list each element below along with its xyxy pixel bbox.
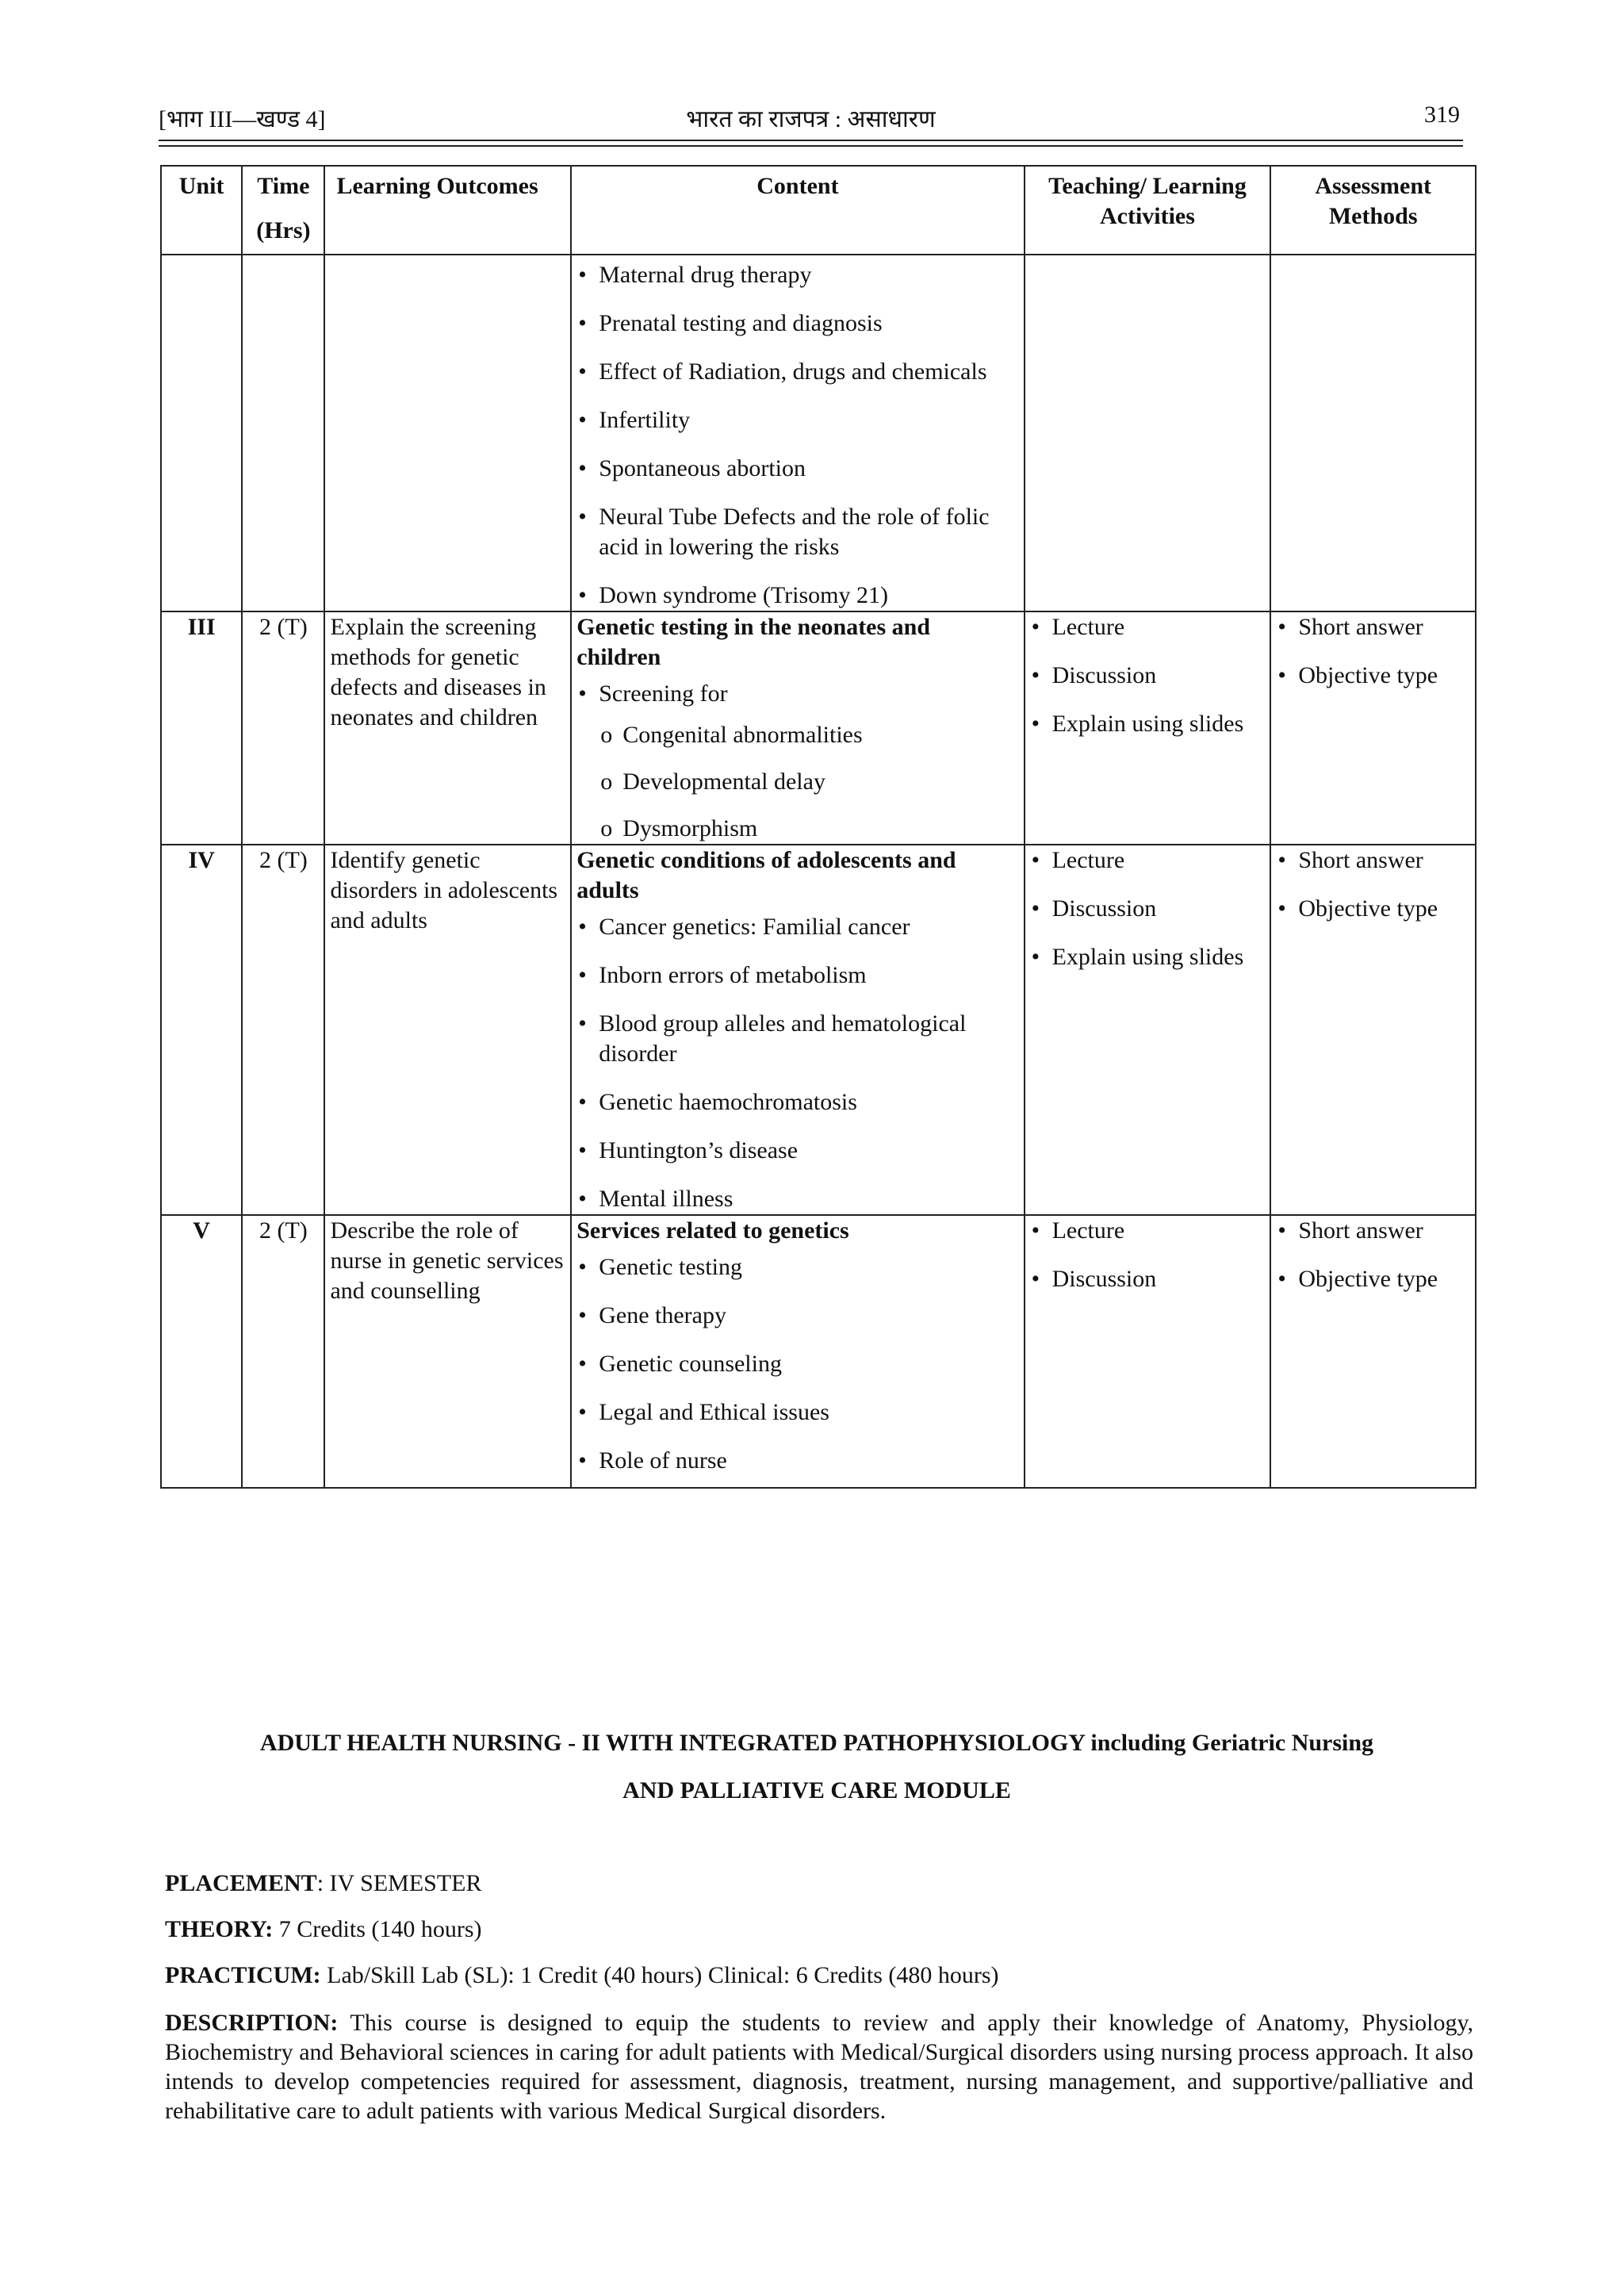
table-header-row xyxy=(161,166,1476,255)
time-cell: 2 (T) xyxy=(242,1215,324,1488)
column-header-unit: Unit xyxy=(161,166,242,255)
column-header-time xyxy=(242,166,324,255)
list-item: • Discussion xyxy=(1030,1264,1266,1294)
column-header-teaching: Teaching/ Learning Activities xyxy=(1025,166,1271,255)
time-cell: 2 (T) xyxy=(242,845,324,1215)
practicum-label: PRACTICUM: xyxy=(165,1962,321,1988)
unit-cell: V xyxy=(161,1215,242,1488)
theory-label: THEORY: xyxy=(165,1916,274,1942)
activities-cell xyxy=(1025,845,1271,1215)
time-cell: 2 (T) xyxy=(242,611,324,845)
table-row-unit-iv xyxy=(161,845,1476,1215)
table-row-continued xyxy=(161,255,1476,611)
practicum-line xyxy=(165,1961,1473,1991)
list-item-label: Screening for xyxy=(599,680,728,707)
gazette-title: भारत का राजपत्र : असाधारण xyxy=(686,106,936,132)
assessment-cell xyxy=(1270,255,1476,611)
list-item: • Prenatal testing and diagnosis xyxy=(576,309,1018,339)
unit-cell: III xyxy=(161,611,242,845)
content-topic: Genetic testing in the neonates and children xyxy=(576,614,931,670)
content-cell xyxy=(571,255,1024,611)
sub-list xyxy=(599,720,1018,844)
practicum-value: Lab/Skill Lab (SL): 1 Credit (40 hours) Clinical: 6 Credits (480 hours) xyxy=(320,1962,999,1988)
activities-list xyxy=(1030,612,1266,739)
course-title-line2: AND PALLIATIVE CARE MODULE xyxy=(622,1777,1011,1803)
description-paragraph xyxy=(165,2008,1473,2125)
list-item: • Genetic testing xyxy=(576,1252,1018,1282)
list-item: • Gene therapy xyxy=(576,1301,1018,1331)
list-item: • Genetic counseling xyxy=(576,1349,1018,1379)
page-number: 319 xyxy=(1424,102,1460,128)
assessment-cell xyxy=(1270,611,1476,845)
outcome-cell: Describe the role of nurse in genetic services and counselling xyxy=(324,1215,571,1488)
placement-value: : IV SEMESTER xyxy=(316,1870,482,1896)
list-item: • Neural Tube Defects and the role of folic acid in lowering the risks xyxy=(576,502,1018,562)
list-item: • Mental illness xyxy=(576,1184,1018,1214)
list-item: • Objective type xyxy=(1276,661,1470,691)
list-item: • Genetic haemochromatosis xyxy=(576,1087,1018,1117)
list-item: • Inborn errors of metabolism xyxy=(576,960,1018,991)
activities-cell xyxy=(1025,1215,1271,1488)
table-row-unit-iii xyxy=(161,611,1476,845)
description-label: DESCRIPTION: xyxy=(165,2010,339,2036)
placement-label: PLACEMENT xyxy=(165,1870,317,1896)
theory-line xyxy=(165,1915,1473,1945)
content-list xyxy=(576,1252,1018,1476)
list-item: • Role of nurse xyxy=(576,1446,1018,1476)
content-list xyxy=(576,912,1018,1214)
list-item xyxy=(576,679,1018,844)
activities-cell xyxy=(1025,255,1271,611)
sub-list-item: o Dysmorphism xyxy=(599,814,1018,844)
sub-list-item: o Congenital abnormalities xyxy=(599,720,1018,750)
outcome-cell xyxy=(324,255,571,611)
list-item: • Short answer xyxy=(1276,845,1470,876)
column-header-time-line1: Time xyxy=(257,173,310,199)
content-topic: Genetic conditions of adolescents and adults xyxy=(576,847,956,903)
assessment-list xyxy=(1276,612,1470,691)
header-rule-bottom xyxy=(159,145,1463,147)
list-item: • Objective type xyxy=(1276,894,1470,924)
column-header-time-line2: (Hrs) xyxy=(256,217,311,243)
list-item: • Short answer xyxy=(1276,612,1470,642)
course-title-line1: ADULT HEALTH NURSING - II WITH INTEGRATED PATHOPHYSIOLOGY including Geriatric Nursing xyxy=(259,1730,1374,1756)
column-header-assessment: Assessment Methods xyxy=(1270,166,1476,255)
content-list xyxy=(576,679,1018,844)
list-item: • Down syndrome (Trisomy 21) xyxy=(576,581,1018,611)
content-cell xyxy=(571,611,1024,845)
page-header xyxy=(159,102,1463,138)
list-item: • Blood group alleles and hematological disorder xyxy=(576,1009,1018,1069)
description-value: This course is designed to equip the students to review and apply their knowledge of Anatomy, Physiology, Biochemistry and Behavioral sciences in caring for adult patients with Medical/Surgical disorders using nursing process approach. It also intends to develop competencies required for assessment, diagnosis, treatment, nursing management, and supportive/palliative and rehabilitative care to adult patients with various Medical Surgical disorders. xyxy=(165,2010,1473,2124)
unit-cell xyxy=(161,255,242,611)
gazette-section-label: [भाग III—खण्ड 4] xyxy=(159,106,326,132)
list-item: • Spontaneous abortion xyxy=(576,454,1018,484)
list-item: • Explain using slides xyxy=(1030,942,1266,972)
assessment-cell xyxy=(1270,845,1476,1215)
curriculum-table xyxy=(160,165,1477,1489)
list-item: • Lecture xyxy=(1030,612,1266,642)
table-row-unit-v xyxy=(161,1215,1476,1488)
content-cell xyxy=(571,1215,1024,1488)
list-item: • Discussion xyxy=(1030,894,1266,924)
sub-list-item: o Developmental delay xyxy=(599,767,1018,797)
list-item: • Lecture xyxy=(1030,845,1266,876)
list-item: • Objective type xyxy=(1276,1264,1470,1294)
column-header-outcomes: Learning Outcomes xyxy=(324,166,571,255)
theory-value: 7 Credits (140 hours) xyxy=(273,1916,482,1942)
outcome-cell: Explain the screening methods for genetic defects and diseases in neonates and children xyxy=(324,611,571,845)
header-rule-top xyxy=(159,140,1463,141)
list-item: • Effect of Radiation, drugs and chemicals xyxy=(576,357,1018,387)
column-header-content: Content xyxy=(571,166,1024,255)
activities-cell xyxy=(1025,611,1271,845)
unit-cell: IV xyxy=(161,845,242,1215)
list-item: • Lecture xyxy=(1030,1216,1266,1246)
list-item: • Legal and Ethical issues xyxy=(576,1397,1018,1428)
activities-list xyxy=(1030,1216,1266,1294)
list-item: • Huntington’s disease xyxy=(576,1136,1018,1166)
content-list xyxy=(576,260,1018,611)
list-item: • Explain using slides xyxy=(1030,709,1266,739)
list-item: • Short answer xyxy=(1276,1216,1470,1246)
list-item: • Discussion xyxy=(1030,661,1266,691)
assessment-list xyxy=(1276,1216,1470,1294)
list-item: • Cancer genetics: Familial cancer xyxy=(576,912,1018,942)
assessment-cell xyxy=(1270,1215,1476,1488)
content-topic: Services related to genetics xyxy=(576,1217,849,1244)
activities-list xyxy=(1030,845,1266,972)
assessment-list xyxy=(1276,845,1470,924)
placement-line xyxy=(165,1869,1473,1899)
list-item: • Maternal drug therapy xyxy=(576,260,1018,290)
outcome-cell: Identify genetic disorders in adolescents and adults xyxy=(324,845,571,1215)
content-cell xyxy=(571,845,1024,1215)
list-item: • Infertility xyxy=(576,405,1018,435)
time-cell xyxy=(242,255,324,611)
